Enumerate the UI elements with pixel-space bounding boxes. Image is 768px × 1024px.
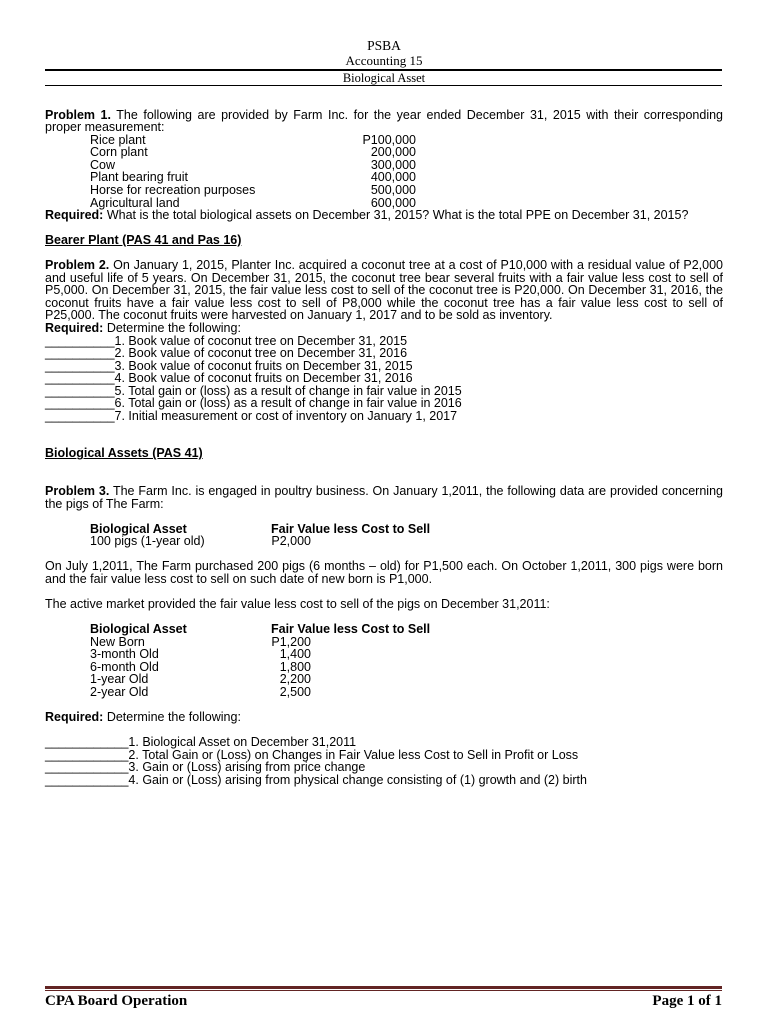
section-heading-bearer-plant: Bearer Plant (PAS 41 and Pas 16) <box>45 233 242 248</box>
item-amount: 200,000 <box>370 145 416 160</box>
page-number: Page 1 of 1 <box>652 993 722 1009</box>
problem-1-text: The following are provided by Farm Inc. for the year ended December 31, 2015 with their corresponding proper measurement: <box>45 107 724 135</box>
initial-data-table <box>45 523 723 548</box>
table-cell-asset: 3-month Old <box>90 647 159 662</box>
table-row <box>45 535 723 548</box>
table-cell-asset: 2-year Old <box>90 684 149 699</box>
header-school: PSBA <box>367 38 401 53</box>
question-item: __________2. Book value of coconut tree on December 31, 2016 <box>45 346 408 361</box>
required-text: What is the total biological assets on December 31, 2015? What is the total PPE on December 31, 2015? <box>106 208 689 223</box>
table-header-cell: Fair Value less Cost to Sell <box>271 521 431 536</box>
item-row <box>45 184 723 197</box>
required-text: Determine the following: <box>106 320 241 335</box>
question-item: __________7. Initial measurement or cost of inventory on January 1, 2017 <box>45 408 458 423</box>
problem-2-required <box>45 322 723 335</box>
header-rule-thin <box>45 85 722 86</box>
item-amount: 500,000 <box>370 182 416 197</box>
table-cell-asset: 1-year Old <box>90 672 149 687</box>
required-label: Required: <box>45 320 104 335</box>
table-cell-asset: 6-month Old <box>90 659 159 674</box>
footer-title: CPA Board Operation <box>45 993 188 1009</box>
section-heading-biological-assets: Biological Assets (PAS 41) <box>45 446 203 461</box>
market-value-table <box>45 623 723 698</box>
problem-2 <box>45 259 723 422</box>
question-item: ____________2. Total Gain or (Loss) on Changes in Fair Value less Cost to Sell in Profit or Loss <box>45 747 579 762</box>
table-cell-value: 1,800 <box>279 659 311 674</box>
table-header-cell: Biological Asset <box>90 521 187 536</box>
table-cell-value: 1,400 <box>279 647 311 662</box>
item-amount: 300,000 <box>370 157 416 172</box>
table-row <box>45 648 723 661</box>
problem-3-statement <box>45 485 723 510</box>
question-item: __________6. Total gain or (loss) as a result of change in fair value in 2016 <box>45 396 462 411</box>
item-name: Agricultural land <box>90 195 180 210</box>
question-item: __________5. Total gain or (loss) as a result of change in fair value in 2015 <box>45 383 462 398</box>
question-item: ____________3. Gain or (Loss) arising from price change <box>45 760 366 775</box>
table-cell-asset: New Born <box>90 634 145 649</box>
item-amount: 400,000 <box>370 170 416 185</box>
table-cell-asset: 100 pigs (1-year old) <box>90 534 205 549</box>
problem-1-items <box>45 134 723 209</box>
problem-3-text: The Farm Inc. is engaged in poultry business. On January 1,2011, the following data are provided concerning the pigs of The Farm: <box>45 484 723 511</box>
footer-rule <box>45 986 722 991</box>
problem-2-questions <box>45 335 723 423</box>
table-cell-value: P1,200 <box>271 634 311 649</box>
item-name: Plant bearing fruit <box>90 170 188 185</box>
table-header-row <box>45 623 723 636</box>
table-cell-value: 2,200 <box>279 672 311 687</box>
item-row <box>45 146 723 159</box>
required-text: Determine the following: <box>106 709 241 724</box>
table-row <box>45 686 723 699</box>
item-name: Horse for recreation purposes <box>90 182 256 197</box>
problem-1-required <box>45 209 723 222</box>
table-cell-value: 2,500 <box>279 684 311 699</box>
question-item: ____________4. Gain or (Loss) arising from physical change consisting of (1) growth and (2) birth <box>45 772 587 787</box>
problem-3-required <box>45 711 723 724</box>
table-row <box>45 673 723 686</box>
problem-3-label: Problem 3. <box>45 484 110 499</box>
problem-1 <box>45 109 723 222</box>
problem-3 <box>45 485 723 786</box>
item-name: Cow <box>90 157 116 172</box>
table-cell-value: P2,000 <box>271 534 311 549</box>
problem-1-label: Problem 1. <box>45 107 111 122</box>
item-name: Corn plant <box>90 145 148 160</box>
question-item: __________4. Book value of coconut fruits on December 31, 2016 <box>45 371 413 386</box>
problem-3-questions <box>45 736 723 786</box>
item-amount: P100,000 <box>362 132 416 147</box>
question-item: __________3. Book value of coconut fruits on December 31, 2015 <box>45 358 413 373</box>
problem-2-text: On January 1, 2015, Planter Inc. acquired a coconut tree at a cost of P10,000 with a residual value of P2,000 and useful life of 5 years. On December 31, 2015, the coconut tree bear several fruits with a fair value less cost to sell of P5,000. On December 31, 2015, the fair value less cost to sell of the coconut tree is P20,000. On December 31, 2016, the coconut fruits have a fair value less cost to sell of P8,000 while the coconut tree has a fair value less cost to sell of P25,000. The coconut fruits were harvested on January 1, 2017 and to be sold as inventory. <box>45 258 723 323</box>
question-item: __________1. Book value of coconut tree on December 31, 2015 <box>45 333 408 348</box>
market-paragraph: The active market provided the fair value less cost to sell of the pigs on December 31,2011: <box>45 597 550 612</box>
problem-1-statement <box>45 109 723 134</box>
required-label: Required: <box>45 709 104 724</box>
item-amount: 600,000 <box>370 195 416 210</box>
required-label: Required: <box>45 208 104 223</box>
item-name: Rice plant <box>90 132 146 147</box>
question-item: ____________1. Biological Asset on December 31,2011 <box>45 735 357 750</box>
problem-2-label: Problem 2. <box>45 258 110 273</box>
purchase-paragraph: On July 1,2011, The Farm purchased 200 pigs (6 months – old) for P1,500 each. On October 1,2011, 300 pigs were born and the fair value less cost to sell on such date of new born is P1,000. <box>45 559 723 586</box>
document-body <box>45 109 723 787</box>
header-topic: Biological Asset <box>342 71 426 85</box>
table-header-cell: Fair Value less Cost to Sell <box>271 622 431 637</box>
table-header-cell: Biological Asset <box>90 622 187 637</box>
header-course: Accounting 15 <box>345 53 423 68</box>
problem-2-statement <box>45 259 723 322</box>
